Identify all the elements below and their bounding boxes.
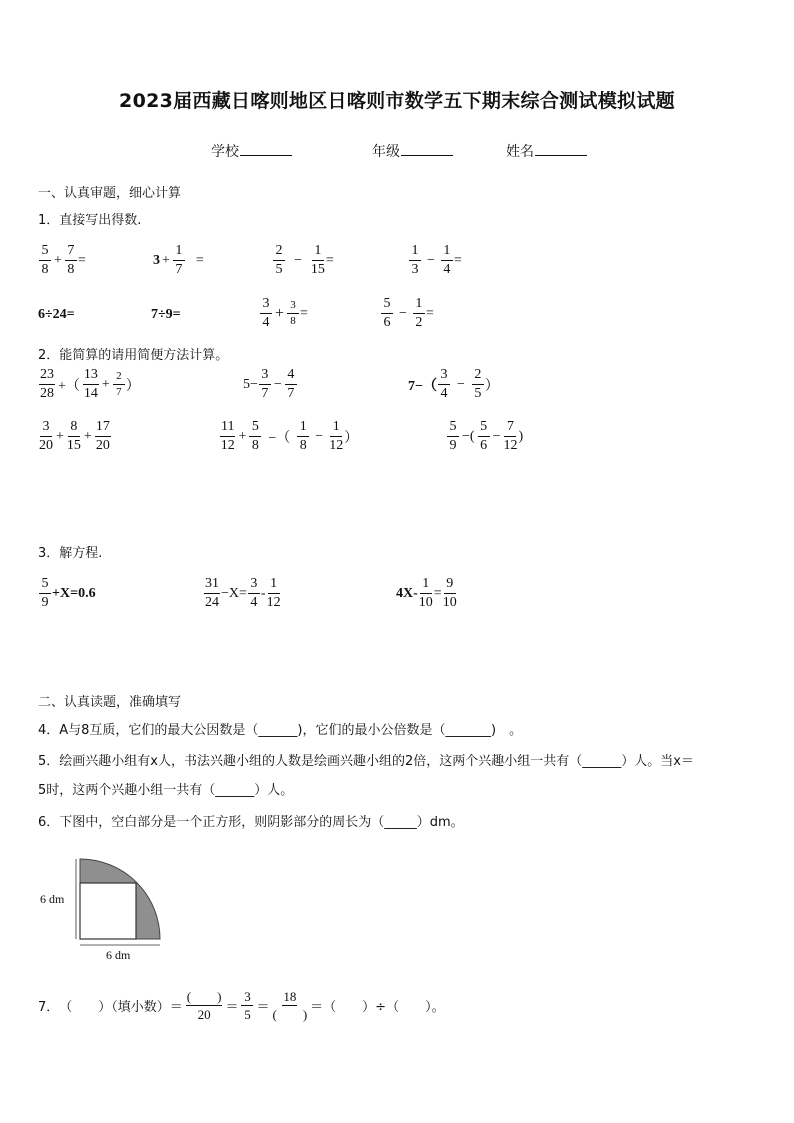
section-1-heading: 一、认真审题，细心计算 <box>38 186 182 201</box>
q1-item-e: 6÷24= <box>38 307 75 322</box>
name-label: 姓名 <box>506 144 534 160</box>
quarter-circle-figure <box>36 855 176 965</box>
q2-item-f: $\frac{5}{9}$ −( $\frac{5}{6}$ − $\frac{7}{12}$ ) <box>446 420 523 453</box>
q3-equation-3: 4X- $\frac{1}{10}$ = $\frac{9}{10}$ <box>396 576 457 610</box>
school-label: 学校 <box>211 144 239 160</box>
question-5-line-1: 5．绘画兴趣小组有x人，书法兴趣小组的人数是绘画兴趣小组的2倍，这两个兴趣小组一共有（______）人。当x＝ <box>38 754 694 769</box>
school-blank[interactable] <box>240 141 292 156</box>
name-field <box>506 141 587 161</box>
bottom-dimension-label: 6 dm <box>106 948 131 962</box>
q2-item-c: 7−（ $\frac{3}{4}$ − $\frac{2}{5}$ ） <box>408 367 499 401</box>
q7-lead: （ ）（填小数）＝ <box>59 1000 183 1015</box>
grade-label: 年级 <box>372 144 400 160</box>
left-dimension-label: 6 dm <box>40 892 65 906</box>
question-3: 3．解方程. <box>38 546 103 561</box>
q1-item-c: $\frac{2}{5}$ − $\frac{1}{15}$ = <box>272 244 334 277</box>
q2-item-a: $\frac{23}{28}$ +（ $\frac{13}{14}$ + $\frac{2}{7}$ ） <box>40 367 140 401</box>
q1-item-g: $\frac{3}{4}$ + $\frac{3}{8}$ = <box>259 297 308 330</box>
question-4: 4．A与8互质，它们的最大公因数是（______)，它们的最小公倍数是（_______) 。 <box>38 723 523 738</box>
q2-item-b: 5− $\frac{3}{7}$ − $\frac{4}{7}$ <box>243 368 298 401</box>
q3-equation-1: $\frac{5}{9}$ +X=0.6 <box>38 577 96 610</box>
q1-item-h: $\frac{5}{6}$ − $\frac{1}{2}$ = <box>380 297 434 330</box>
page-title: 2023届西藏日喀则地区日喀则市数学五下期末综合测试模拟试题 <box>119 90 675 112</box>
question-1: 1．直接写出得数. <box>38 213 142 228</box>
section-2-heading: 二、认真读题，准确填写 <box>38 695 182 710</box>
q7-number: 7． <box>38 1000 60 1015</box>
grade-field <box>372 141 453 161</box>
question-6: 6．下图中，空白部分是一个正方形，则阴影部分的周长为（_____）dm。 <box>38 815 464 830</box>
name-blank[interactable] <box>535 141 587 156</box>
q1-item-f: 7÷9= <box>151 307 181 322</box>
q1-item-b: 3 + $\frac{1}{7}$ = <box>153 243 204 277</box>
question-5-line-2: 5时，这两个兴趣小组一共有（______）人。 <box>38 783 294 798</box>
question-7: 7． （ ）（填小数）＝ $\frac{( )}{20}$ ＝ $\frac{3}{5}$ ＝ $\frac{18}{( )}$ ＝（ ）÷（ ）。 <box>38 989 445 1022</box>
q1-item-d: $\frac{1}{3}$ − $\frac{1}{4}$ = <box>408 244 462 277</box>
white-square <box>80 883 136 939</box>
q2-item-d: $\frac{3}{20}$ + $\frac{8}{15}$ + $\frac{17}{20}$ <box>39 419 110 453</box>
q3-equation-2: $\frac{31}{24}$ −X= $\frac{3}{4}$ - $\frac{1}{12}$ <box>205 576 281 610</box>
school-field <box>211 141 292 161</box>
question-2: 2．能简算的请用简便方法计算。 <box>38 348 229 363</box>
q1-item-a: $\frac{5}{8}$ + $\frac{7}{8}$ = <box>38 244 86 277</box>
q2-item-e: $\frac{11}{12}$ + $\frac{5}{8}$ −（ $\frac{1}{8}$ − $\frac{1}{12}$ ） <box>220 419 359 453</box>
q7-tail: ＝（ ）÷（ ）。 <box>310 1000 445 1015</box>
grade-blank[interactable] <box>401 141 453 156</box>
